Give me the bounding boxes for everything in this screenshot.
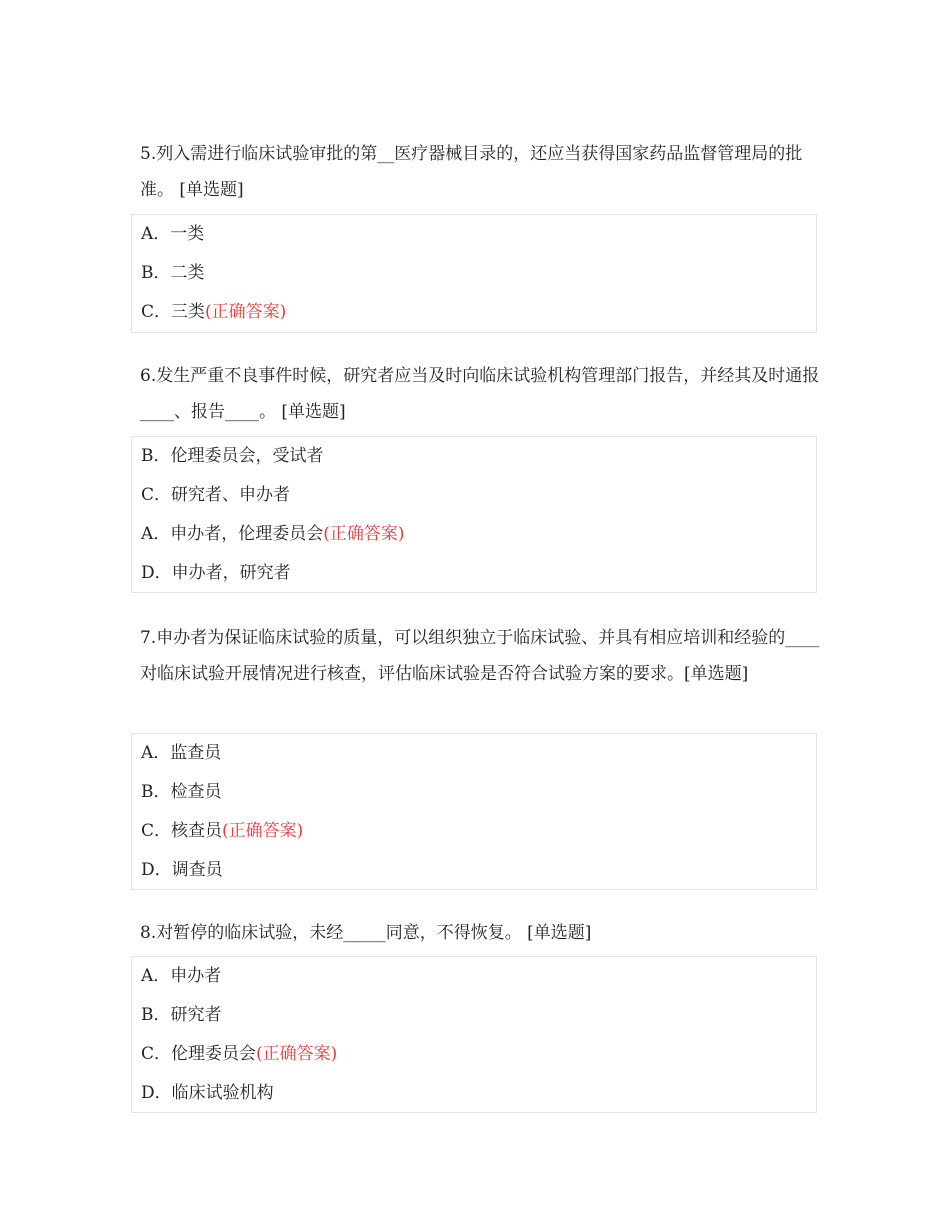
question-5-text: 5.列入需进行临床试验审批的第__医疗器械目录的，还应当获得国家药品监督管理局的批准。 [单选题] — [140, 144, 803, 200]
question-7-text: 7.申办者为保证临床试验的质量，可以组织独立于临床试验、并具有相应培训和经验的____对临床试验开展情况进行核查，评估临床试验是否符合试验方案的要求。[单选题] — [140, 628, 820, 684]
correct-answer-mark: (正确答案) — [323, 524, 405, 544]
option-a: A．申办者，伦理委员会(正确答案) — [141, 524, 405, 544]
option-c: C．伦理委员会(正确答案) — [141, 1044, 338, 1064]
option-d: D．申办者，研究者 — [141, 563, 291, 583]
option-d: D．临床试验机构 — [141, 1083, 274, 1103]
correct-answer-mark: (正确答案) — [222, 821, 304, 841]
option-b: B．二类 — [141, 263, 205, 283]
option-c: C．三类(正确答案) — [141, 302, 287, 322]
option-c: C．研究者、申办者 — [141, 485, 291, 505]
option-d: D．调查员 — [141, 860, 223, 880]
correct-answer-mark: (正确答案) — [205, 302, 287, 322]
option-b: B．检查员 — [141, 782, 222, 802]
question-6-options — [131, 436, 817, 593]
option-b: B．研究者 — [141, 1005, 222, 1025]
option-a: A．申办者 — [141, 966, 222, 986]
option-a: A．监查员 — [141, 743, 222, 763]
option-a: A．一类 — [141, 224, 205, 244]
correct-answer-mark: (正确答案) — [256, 1044, 338, 1064]
question-6-text: 6.发生严重不良事件时候，研究者应当及时向临床试验机构管理部门报告，并经其及时通报____、报告____。 [单选题] — [140, 366, 820, 422]
question-7-options — [131, 733, 817, 890]
question-8-text: 8.对暂停的临床试验，未经_____同意，不得恢复。 [单选题] — [140, 923, 592, 943]
question-8-options — [131, 956, 817, 1113]
question-5-options — [131, 214, 817, 333]
option-b: B．伦理委员会，受试者 — [141, 446, 324, 466]
option-c: C．核查员(正确答案) — [141, 821, 304, 841]
